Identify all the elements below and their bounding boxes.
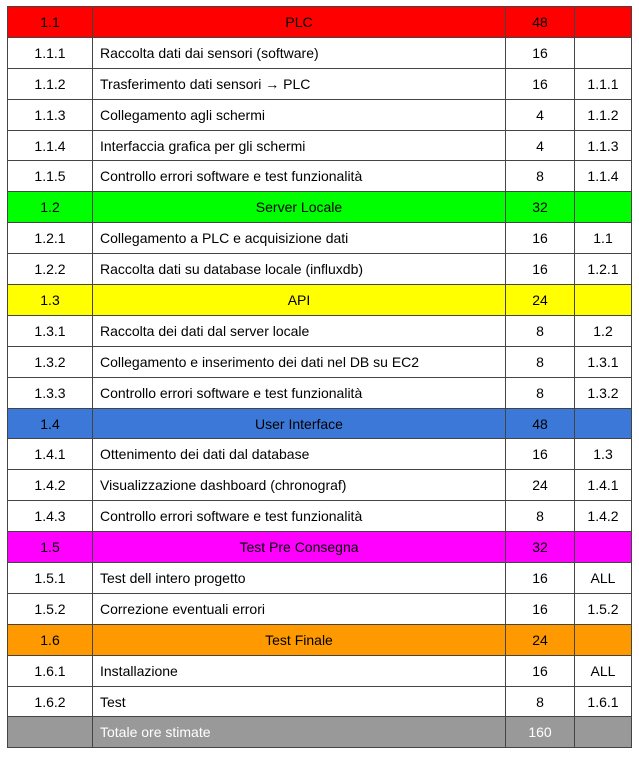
task-name-cell: Controllo errori software e test funzionalità <box>93 377 506 408</box>
task-name-cell: Test dell intero progetto <box>93 563 506 594</box>
hours-cell: 16 <box>506 223 575 254</box>
task-id-cell: 1.6.2 <box>8 686 93 717</box>
dependency-cell: 1.5.2 <box>575 593 632 624</box>
task-name-cell: Totale ore stimate <box>93 717 506 748</box>
section-header-row <box>8 7 632 38</box>
task-id-cell: 1.1.5 <box>8 161 93 192</box>
task-name-cell: Test Finale <box>93 624 506 655</box>
task-name-cell: Trasferimento dati sensori → PLC <box>93 68 506 99</box>
task-id-cell: 1.1 <box>8 7 93 38</box>
section-header-row <box>8 285 632 316</box>
task-id-cell: 1.2 <box>8 192 93 223</box>
dependency-cell <box>575 532 632 563</box>
task-id-cell: 1.4 <box>8 408 93 439</box>
dependency-cell <box>575 624 632 655</box>
task-id-cell: 1.3.1 <box>8 315 93 346</box>
hours-cell: 16 <box>506 254 575 285</box>
task-id-cell: 1.3 <box>8 285 93 316</box>
table-row <box>8 37 632 68</box>
hours-cell: 8 <box>506 161 575 192</box>
hours-cell: 24 <box>506 470 575 501</box>
table-row <box>8 470 632 501</box>
task-id-cell: 1.1.1 <box>8 37 93 68</box>
hours-cell: 160 <box>506 717 575 748</box>
table-row <box>8 377 632 408</box>
hours-cell: 24 <box>506 624 575 655</box>
section-header-row <box>8 192 632 223</box>
task-id-cell: 1.3.3 <box>8 377 93 408</box>
task-id-cell: 1.1.2 <box>8 68 93 99</box>
task-id-cell: 1.1.4 <box>8 130 93 161</box>
task-name-cell: Visualizzazione dashboard (chronograf) <box>93 470 506 501</box>
task-name-cell: Raccolta dati dai sensori (software) <box>93 37 506 68</box>
hours-cell: 48 <box>506 7 575 38</box>
hours-cell: 32 <box>506 532 575 563</box>
table-row <box>8 161 632 192</box>
dependency-cell: 1.4.2 <box>575 501 632 532</box>
table-row <box>8 315 632 346</box>
table-row <box>8 686 632 717</box>
dependency-cell <box>575 408 632 439</box>
hours-cell: 16 <box>506 37 575 68</box>
table-row <box>8 130 632 161</box>
hours-cell: 32 <box>506 192 575 223</box>
task-name-cell: Installazione <box>93 655 506 686</box>
table-row <box>8 501 632 532</box>
hours-cell: 8 <box>506 686 575 717</box>
hours-cell: 16 <box>506 563 575 594</box>
dependency-cell: 1.2 <box>575 315 632 346</box>
table-body <box>8 7 632 748</box>
table-row <box>8 223 632 254</box>
dependency-cell <box>575 717 632 748</box>
task-name-cell: Controllo errori software e test funzionalità <box>93 161 506 192</box>
task-name-cell: PLC <box>93 7 506 38</box>
task-name-cell: User Interface <box>93 408 506 439</box>
task-name-cell: Collegamento agli schermi <box>93 99 506 130</box>
dependency-cell <box>575 285 632 316</box>
table-row <box>8 99 632 130</box>
task-name-cell: Test Pre Consegna <box>93 532 506 563</box>
task-name-cell: Controllo errori software e test funzionalità <box>93 501 506 532</box>
dependency-cell <box>575 7 632 38</box>
section-header-row <box>8 408 632 439</box>
hours-cell: 8 <box>506 501 575 532</box>
hours-cell: 16 <box>506 439 575 470</box>
task-name-cell: Raccolta dei dati dal server locale <box>93 315 506 346</box>
hours-cell: 16 <box>506 655 575 686</box>
task-id-cell: 1.3.2 <box>8 346 93 377</box>
hours-cell: 24 <box>506 285 575 316</box>
task-name-cell: Collegamento a PLC e acquisizione dati <box>93 223 506 254</box>
total-row <box>8 717 632 748</box>
task-id-cell: 1.2.2 <box>8 254 93 285</box>
dependency-cell: 1.3 <box>575 439 632 470</box>
dependency-cell <box>575 192 632 223</box>
task-id-cell: 1.4.1 <box>8 439 93 470</box>
dependency-cell: 1.2.1 <box>575 254 632 285</box>
dependency-cell: ALL <box>575 655 632 686</box>
task-name-cell: Correzione eventuali errori <box>93 593 506 624</box>
dependency-cell: 1.1 <box>575 223 632 254</box>
table-row <box>8 68 632 99</box>
dependency-cell: 1.4.1 <box>575 470 632 501</box>
dependency-cell: 1.3.1 <box>575 346 632 377</box>
task-id-cell <box>8 717 93 748</box>
task-name-cell: API <box>93 285 506 316</box>
dependency-cell: 1.6.1 <box>575 686 632 717</box>
dependency-cell: ALL <box>575 563 632 594</box>
hours-cell: 4 <box>506 99 575 130</box>
hours-cell: 8 <box>506 346 575 377</box>
dependency-cell: 1.1.2 <box>575 99 632 130</box>
dependency-cell: 1.1.1 <box>575 68 632 99</box>
dependency-cell: 1.1.3 <box>575 130 632 161</box>
hours-cell: 16 <box>506 593 575 624</box>
task-id-cell: 1.6.1 <box>8 655 93 686</box>
task-id-cell: 1.2.1 <box>8 223 93 254</box>
task-id-cell: 1.4.3 <box>8 501 93 532</box>
section-header-row <box>8 624 632 655</box>
hours-cell: 8 <box>506 377 575 408</box>
work-breakdown-table <box>7 6 632 748</box>
task-id-cell: 1.5 <box>8 532 93 563</box>
hours-cell: 4 <box>506 130 575 161</box>
table-row <box>8 439 632 470</box>
task-name-cell: Collegamento e inserimento dei dati nel DB su EC2 <box>93 346 506 377</box>
hours-cell: 16 <box>506 68 575 99</box>
dependency-cell: 1.1.4 <box>575 161 632 192</box>
task-id-cell: 1.4.2 <box>8 470 93 501</box>
task-id-cell: 1.1.3 <box>8 99 93 130</box>
task-name-cell: Interfaccia grafica per gli schermi <box>93 130 506 161</box>
dependency-cell: 1.3.2 <box>575 377 632 408</box>
task-name-cell: Raccolta dati su database locale (influxdb) <box>93 254 506 285</box>
table-row <box>8 593 632 624</box>
task-id-cell: 1.5.2 <box>8 593 93 624</box>
task-name-cell: Server Locale <box>93 192 506 223</box>
hours-cell: 48 <box>506 408 575 439</box>
dependency-cell <box>575 37 632 68</box>
table-row <box>8 563 632 594</box>
task-name-cell: Ottenimento dei dati dal database <box>93 439 506 470</box>
hours-cell: 8 <box>506 315 575 346</box>
task-id-cell: 1.6 <box>8 624 93 655</box>
table-row <box>8 346 632 377</box>
table-row <box>8 254 632 285</box>
table-row <box>8 655 632 686</box>
task-id-cell: 1.5.1 <box>8 563 93 594</box>
section-header-row <box>8 532 632 563</box>
task-name-cell: Test <box>93 686 506 717</box>
